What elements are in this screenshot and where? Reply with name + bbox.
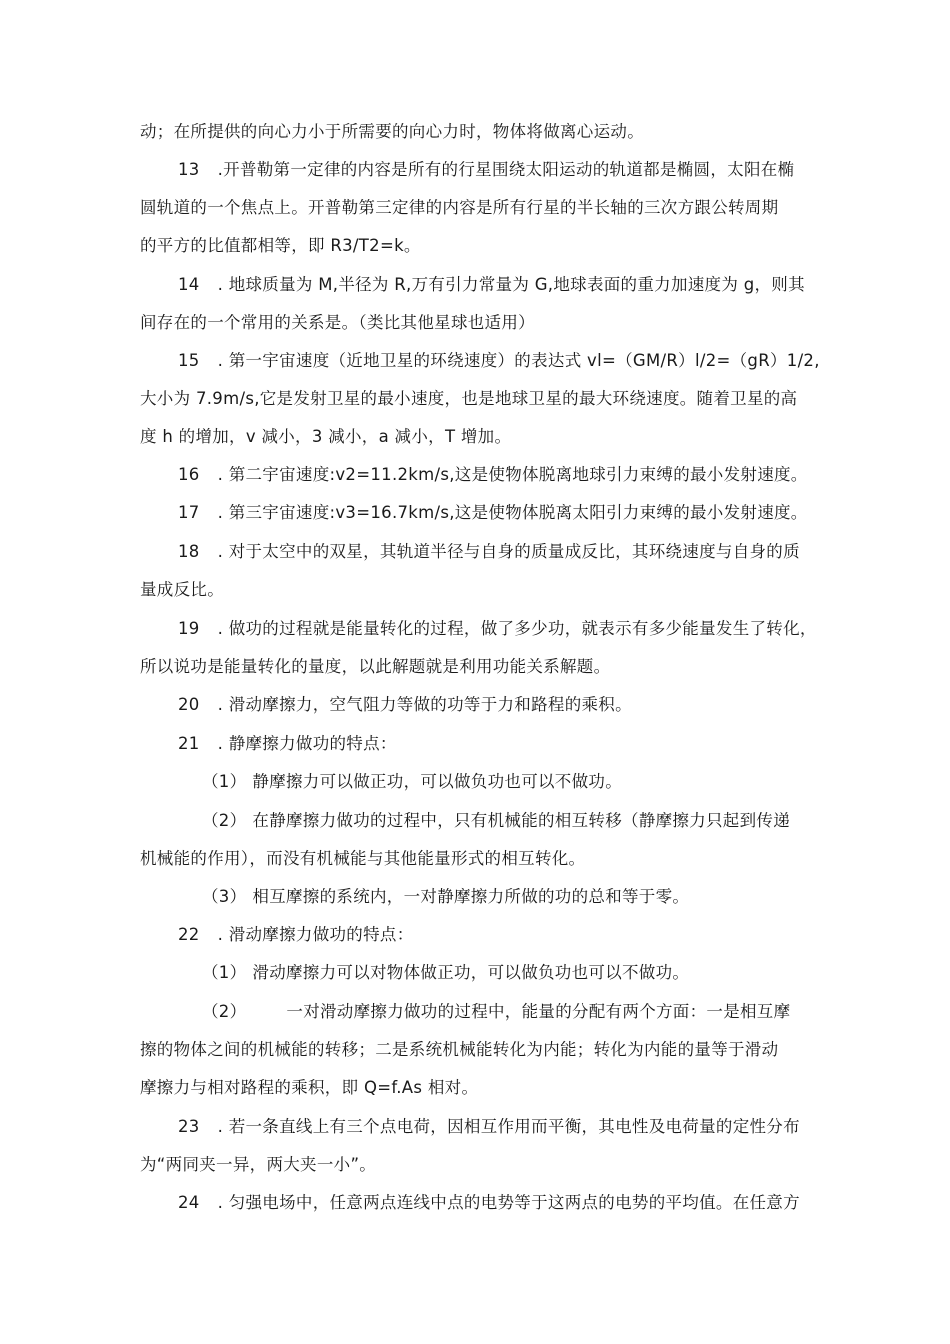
sub-item-number: （2） <box>202 1002 247 1021</box>
item-14: 14 . 地球质量为 M,半径为 R,万有引力常量为 G,地球表面的重力加速度为 g，则其 <box>178 275 805 294</box>
text-line: 动；在所提供的向心力小于所需要的向心力时，物体将做离心运动。 <box>140 122 644 141</box>
text-line: 间存在的一个常用的关系是。（类比其他星球也适用） <box>140 313 535 332</box>
sub-item-2: （2） 在静摩擦力做功的过程中，只有机械能的相互转移（静摩擦力只起到传递 <box>202 811 791 830</box>
item-23: 23 . 若一条直线上有三个点电荷，因相互作用而平衡，其电性及电荷量的定性分布 <box>178 1117 800 1136</box>
item-number: 17 <box>178 503 200 522</box>
sub-item-1: （1） 滑动摩擦力可以对物体做正功，可以做负功也可以不做功。 <box>202 963 690 982</box>
item-13: 13 .开普勒第一定律的内容是所有的行星围绕太阳运动的轨道都是椭圆，太阳在椭 <box>178 160 795 179</box>
text-line: 擦的物体之间的机械能的转移；二是系统机械能转化为内能；转化为内能的量等于滑动 <box>140 1040 779 1059</box>
text-line: 圆轨道的一个焦点上。开普勒第三定律的内容是所有行星的半长轴的三次方跟公转周期 <box>140 198 779 217</box>
text-line: 的平方的比值都相等，即 R3/T2=k。 <box>140 236 421 255</box>
text-line: 所以说功是能量转化的量度，以此解题就是利用功能关系解题。 <box>140 657 611 676</box>
item-22: 22 . 滑动摩擦力做功的特点： <box>178 925 414 944</box>
item-number: 22 <box>178 925 200 944</box>
text-line: 为“两同夹一异，两大夹一小”。 <box>140 1155 377 1174</box>
sub-item-number: （1） <box>202 963 247 982</box>
item-number: 14 <box>178 275 200 294</box>
text-line: 量成反比。 <box>140 580 224 599</box>
item-number: 20 <box>178 695 200 714</box>
item-number: 24 <box>178 1193 200 1212</box>
sub-item-1: （1） 静摩擦力可以做正功，可以做负功也可以不做功。 <box>202 772 623 791</box>
item-19: 19 . 做功的过程就是能量转化的过程，做了多少功，就表示有多少能量发生了转化， <box>178 619 817 638</box>
item-15: 15 . 第一宇宙速度（近地卫星的环绕速度）的表达式 vl=（GM/R）l/2=（gR）1/2, <box>178 351 820 370</box>
text-line: 摩擦力与相对路程的乘积，即 Q=f.As 相对。 <box>140 1078 479 1097</box>
item-16: 16 . 第二宇宙速度:v2=11.2km/s,这是使物体脱离地球引力束缚的最小发射速度。 <box>178 465 808 484</box>
text-line: 机械能的作用），而没有机械能与其他能量形式的相互转化。 <box>140 849 586 868</box>
item-20: 20 . 滑动摩擦力，空气阻力等做的功等于力和路程的乘积。 <box>178 695 632 714</box>
text-line: 大小为 7.9m/s,它是发射卫星的最小速度，也是地球卫星的最大环绕速度。随着卫星的高 <box>140 389 798 408</box>
item-number: 15 <box>178 351 200 370</box>
sub-item-number: （3） <box>202 887 247 906</box>
item-number: 16 <box>178 465 200 484</box>
item-number: 19 <box>178 619 200 638</box>
item-number: 21 <box>178 734 200 753</box>
sub-item-number: （2） <box>202 811 247 830</box>
sub-item-2: （2） 一对滑动摩擦力做功的过程中，能量的分配有两个方面：一是相互摩 <box>202 1002 791 1021</box>
item-number: 18 <box>178 542 200 561</box>
item-24: 24 . 匀强电场中，任意两点连线中点的电势等于这两点的电势的平均值。在任意方 <box>178 1193 800 1212</box>
text-line: 度 h 的增加，v 减小，3 减小，a 减小，T 增加。 <box>140 427 512 446</box>
item-number: 23 <box>178 1117 200 1136</box>
item-17: 17 . 第三宇宙速度:v3=16.7km/s,这是使物体脱离太阳引力束缚的最小发射速度。 <box>178 503 808 522</box>
item-number: 13 <box>178 160 200 179</box>
item-18: 18 . 对于太空中的双星，其轨道半径与自身的质量成反比，其环绕速度与自身的质 <box>178 542 800 561</box>
item-21: 21 . 静摩擦力做功的特点： <box>178 734 397 753</box>
sub-item-3: （3） 相互摩擦的系统内，一对静摩擦力所做的功的总和等于零。 <box>202 887 690 906</box>
sub-item-number: （1） <box>202 772 247 791</box>
